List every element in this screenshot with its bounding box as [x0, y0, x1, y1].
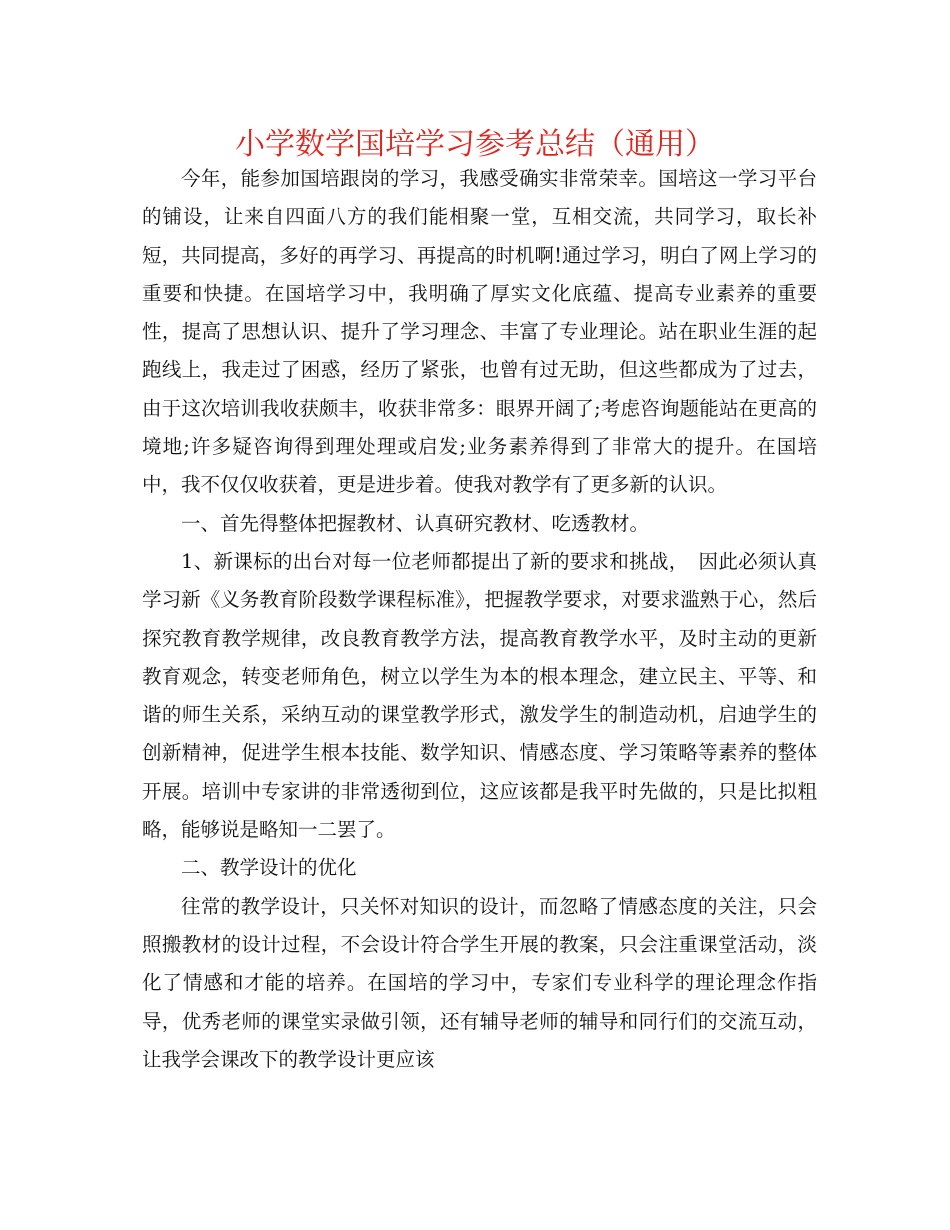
document-title: 小学数学国培学习参考总结（通用）	[235, 127, 715, 162]
paragraph-design: 往常的教学设计，只关怀对知识的设计，而忽略了情感态度的关注，只会照搬教材的设计过程，不会设计符合学生开展的教案，只会注重课堂活动，淡化了情感和才能的培养。在国培的学习中，专家们专业科学的理论理念作指导，优秀老师的课堂实录做引领，还有辅导老师的辅导和同行们的交流互动，让我学会课改下的教学设计更应该	[142, 894, 817, 1071]
paragraph-heading-1: 一、首先得整体把握教材、认真研究教材、吃透教材。	[181, 511, 650, 535]
paragraph-point-1: 1、新课标的出台对每一位老师都提出了新的要求和挑战， 因此必须认真学习新《义务教育阶段数学课程标准》，把握教学要求，对要求滥熟于心，然后探究教育教学规律，改良教育教学方法，提高教育教学水平，及时主动的更新教育观念，转变老师角色，树立以学生为本的根本理念，建立民主、平等、和谐的师生关系，采纳互动的课堂教学形式，激发学生的制造动机，启迪学生的创新精神，促进学生根本技能、数学知识、情感态度、学习策略等素养的整体开展。培训中专家讲的非常透彻到位，这应该都是我平时先做的，只是比拟粗略，能够说是略知一二罢了。	[142, 549, 817, 842]
document-body	[142, 160, 817, 1079]
paragraph-intro: 今年，能参加国培跟岗的学习，我感受确实非常荣幸。国培这一学习平台的铺设，让来自四面八方的我们能相聚一堂，互相交流，共同学习，取长补短，共同提高，多好的再学习、再提高的时机啊!通过学习，明白了网上学习的重要和快捷。在国培学习中，我明确了厚实文化底蕴、提高专业素养的重要性，提高了思想认识、提升了学习理念、丰富了专业理论。站在职业生涯的起跑线上，我走过了困惑，经历了紧张，也曾有过无助，但这些都成为了过去，由于这次培训我收获颇丰，收获非常多：眼界开阔了;考虑咨询题能站在更高的境地;许多疑咨询得到理处理或启发;业务素养得到了非常大的提升。在国培中，我不仅仅收获着，更是进步着。使我对教学有了更多新的认识。	[142, 167, 817, 497]
paragraph-heading-2: 二、教学设计的优化	[181, 856, 357, 880]
